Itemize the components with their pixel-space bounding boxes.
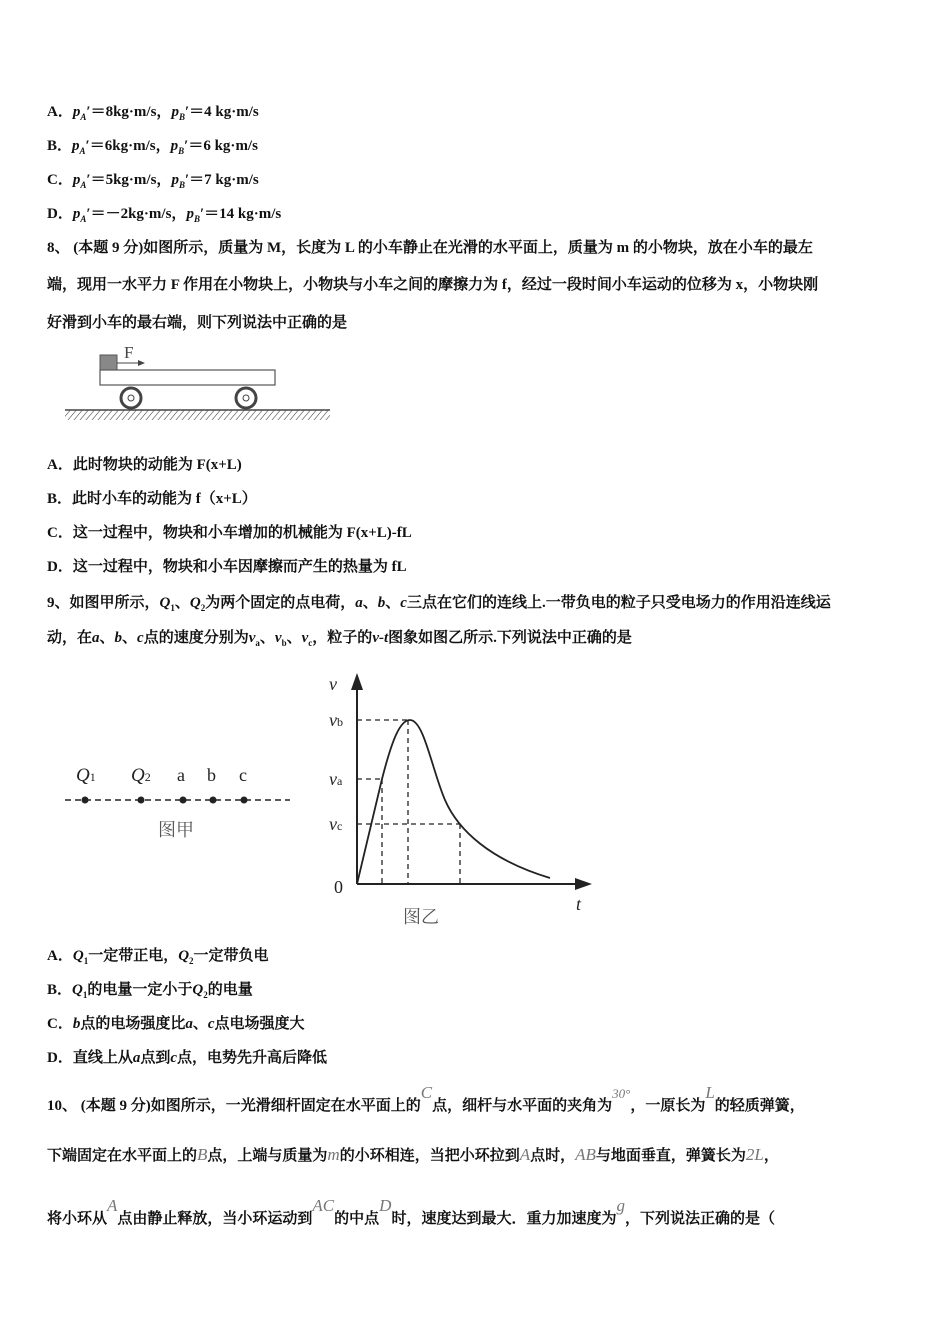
label-a: a [177,765,185,785]
q8-text-line3: 好滑到小车的最右端，则下列说法中正确的是 [47,315,348,331]
c-symbol: c [207,1016,215,1032]
math-ab: AB [575,1145,596,1164]
vt-symbol: v-t [372,630,389,646]
q9-option-c [47,1014,305,1034]
subscript: 2 [200,603,206,613]
q8-option-c: C．这一过程中，物块和小车增加的机械能为 F(x+L)-fL [47,525,412,541]
text: 、 [122,630,138,646]
text: 点电场强度大 [214,1016,305,1032]
math-angle: 30° [612,1086,631,1101]
subscript: A [80,180,87,190]
text: ，下列说法正确的是（ [624,1211,775,1227]
subscript: 1 [170,603,175,613]
math-c: C [420,1083,433,1102]
p-symbol: p [72,138,80,154]
text: 直线上从 [72,1050,133,1066]
caption-jia: 图甲 [158,820,194,840]
value: ′＝4 kg·m/s [184,104,259,120]
math-a: A [519,1145,531,1164]
c-symbol: c [400,595,407,611]
q9-option-b [47,980,253,1005]
q2-symbol: Q [192,982,204,998]
text: 的轻质弹簧， [714,1098,805,1114]
subscript: a [255,638,260,648]
text: 、 [362,595,378,611]
q2-symbol: Q [178,948,190,964]
y-axis-label: v [329,674,337,694]
point-q1 [82,797,89,804]
subscript: 2 [189,956,194,966]
q8-option-a: A．此时物块的动能为 F(x+L) [47,457,242,473]
text: 点的电场强度比 [80,1016,186,1032]
value: ′＝14 kg·m/s [199,206,282,222]
text: 、 [174,595,190,611]
value: ′＝－2kg·m/s， [86,206,187,222]
q10-text-line2 [47,1145,779,1166]
text: 的电量 [207,982,253,998]
text: 10、 (本题 9 分)如图所示，一光滑细杆固定在水平面上的 [47,1098,421,1114]
p-symbol: p [171,104,179,120]
math-2l: 2L [745,1145,764,1164]
text: 动，在 [47,630,93,646]
value: ′＝7 kg·m/s [184,172,259,188]
option-label: A． [47,948,73,964]
text: 、 [99,630,115,646]
text: 的电量一定小于 [87,982,193,998]
x-axis-arrow [575,878,592,890]
subscript: c [308,638,313,648]
v-symbol: v [274,630,282,646]
b-symbol: b [114,630,123,646]
vt-curve [357,720,550,884]
tick-vb: vb [329,710,343,730]
q1-symbol: Q [72,948,84,964]
option-label: A． [47,104,73,120]
q8-text-line2: 端，现用一水平力 F 作用在小物块上，小物块与小车之间的摩擦力为 f，经过一段时间小车运动的位移为 x，小物块刚 [47,277,819,293]
value: ′＝6 kg·m/s [184,138,258,154]
block [100,355,117,370]
option-label: C． [47,1016,73,1032]
text: 点，电势先升高后降低 [177,1050,328,1066]
text: 的小环相连，当把小环拉到 [339,1148,520,1164]
guide-lines [357,720,460,884]
text: 、 [385,595,401,611]
option-label: B． [47,982,73,998]
text: 9、如图甲所示， [47,595,160,611]
text: 一定带正电， [88,948,179,964]
wheel-left [121,388,141,408]
option-label: D． [47,1050,73,1066]
b-symbol: b [72,1016,81,1032]
text: 、 [192,1016,208,1032]
text: 图象如图乙所示.下列说法中正确的是 [388,630,632,646]
p-symbol: p [170,138,179,154]
text: 下端固定在水平面上的 [47,1148,198,1164]
text: 的中点 [334,1211,380,1227]
cart-figure [65,343,330,420]
figure-jia [65,765,290,840]
cart-body [100,370,275,385]
q9-text-line2 [47,628,632,653]
tick-vc: vc [329,814,343,834]
value: ′＝5kg·m/s， [86,172,172,188]
p-symbol: p [186,206,194,222]
text: ，粒子的 [312,630,373,646]
label-q2: Q2 [131,765,151,786]
q8-text-line1: 8、 (本题 9 分)如图所示，质量为 M，长度为 L 的小车静止在光滑的水平面上，质量为 m 的小物块，放在小车的最左 [47,240,813,256]
option-label: D． [47,206,73,222]
c-symbol: c [137,630,144,646]
text: 、 [259,630,275,646]
q9-option-d [47,1048,327,1068]
text: 点，细杆与水平面的夹角为 [432,1098,613,1114]
p-symbol: p [72,172,81,188]
q1-symbol: Q [159,595,171,611]
text: 一定带负电 [193,948,269,964]
option-label: B． [47,138,73,154]
v-symbol: v [248,630,256,646]
math-ac: AC [312,1196,335,1215]
text: 、 [286,630,302,646]
subscript: A [79,146,86,156]
subscript: 1 [83,956,89,966]
point-b [210,797,217,804]
caption-yi: 图乙 [403,907,439,927]
subscript: b [281,638,287,648]
point-a [180,797,187,804]
math-b: B [197,1145,208,1164]
c-symbol: c [170,1050,178,1066]
a-symbol: a [132,1050,141,1066]
value: ′＝6kg·m/s， [85,138,171,154]
math-m: m [327,1145,340,1164]
subscript: 1 [82,990,88,1000]
p-symbol: p [171,172,179,188]
text: 点，上端与质量为 [207,1148,328,1164]
label-q1: Q1 [76,765,96,786]
math-a: A [107,1196,118,1215]
text: ， [763,1148,779,1164]
q8-option-d: D．这一过程中，物块和小车因摩擦而产生的热量为 fL [47,559,407,575]
label-b: b [207,765,216,785]
subscript: B [193,214,200,224]
subscript: B [178,180,185,190]
subscript: B [178,146,185,156]
text: 与地面垂直，弹簧长为 [595,1148,746,1164]
math-d: D [379,1196,392,1215]
math-g: g [616,1196,625,1215]
text: 点的速度分别为 [143,630,249,646]
q10-text-line3 [47,1196,775,1229]
origin-label: 0 [334,877,343,897]
y-axis-arrow [351,673,363,690]
subscript: A [80,214,87,224]
tick-va: va [329,769,343,789]
force-arrow-head [138,360,145,366]
q9-option-a [47,946,269,971]
b-symbol: b [377,595,386,611]
point-c [241,797,248,804]
x-axis-label: t [576,894,582,914]
text: 为两个固定的点电荷， [205,595,356,611]
option-label: C． [47,172,73,188]
figure-yi [329,673,592,927]
a-symbol: a [92,630,100,646]
q1-symbol: Q [72,982,83,998]
q2-symbol: Q [189,595,201,611]
label-c: c [239,765,247,785]
p-symbol: p [72,104,81,120]
text: 时，速度达到最大．重力加速度为 [391,1211,617,1227]
text: 点到 [140,1050,171,1066]
wheel-right [236,388,256,408]
point-q2 [138,797,145,804]
a-symbol: a [355,595,363,611]
p-symbol: p [72,206,81,222]
ground-hatching [65,410,330,420]
text: 三点在它们的连线上.一带负电的粒子只受电场力的作用沿连线运 [406,595,831,611]
q10-text-line1 [47,1083,805,1116]
text: 点由静止释放，当小环运动到 [117,1211,313,1227]
text: ，一原长为 [630,1098,706,1114]
a-symbol: a [185,1016,193,1032]
force-label: F [124,343,134,362]
text: 将小环从 [47,1211,108,1227]
subscript: A [80,112,87,122]
math-l: L [705,1083,715,1102]
text: 点时， [530,1148,576,1164]
value: ′＝8kg·m/s， [86,104,172,120]
v-symbol: v [301,630,309,646]
q8-option-b: B．此时小车的动能为 f（x+L） [47,491,257,507]
subscript: B [178,112,185,122]
subscript: 2 [203,990,208,1000]
q9-text-line1 [47,593,831,618]
